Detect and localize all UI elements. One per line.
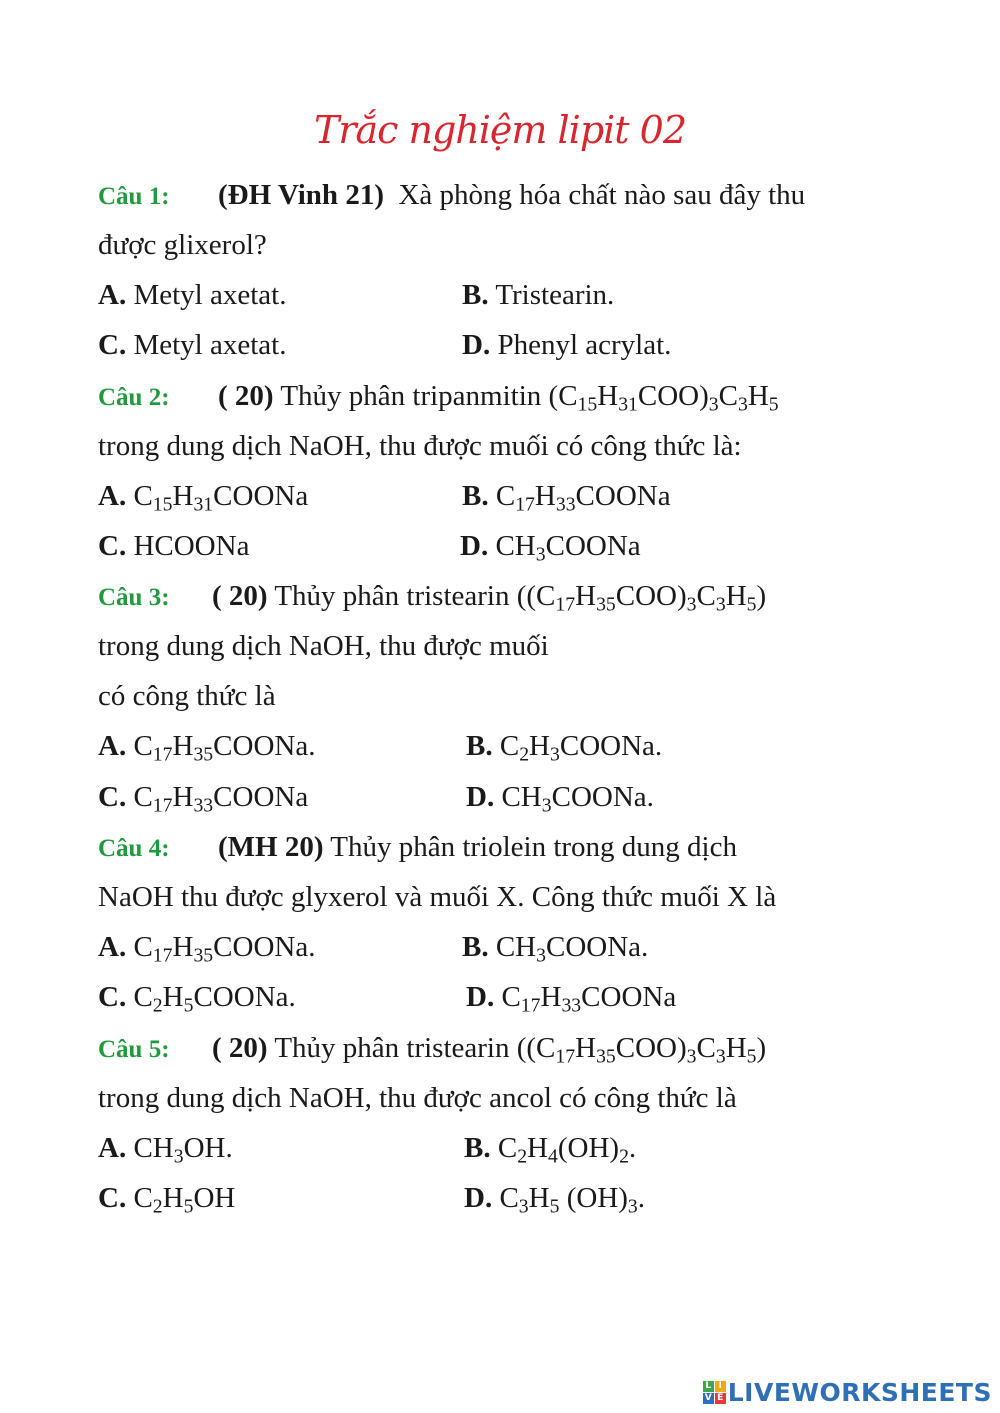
logo-text: LIVEWORKSHEETS — [727, 1377, 992, 1407]
liveworksheets-logo[interactable] — [703, 1376, 992, 1408]
question-source: ( 20) — [212, 580, 268, 612]
question-4 — [98, 829, 737, 867]
option-c[interactable]: C. $C_2H_5COONa$. — [98, 981, 296, 1017]
logo-icon: L I V E — [703, 1381, 726, 1404]
question-label: Câu 2: — [98, 384, 170, 411]
question-text: Thủy phân tristearin — [274, 580, 510, 612]
option-c[interactable]: C. $C_{17}H_{33}COONa$ — [98, 781, 309, 817]
option-b[interactable]: B. $C_{17}H_{33}COONa$ — [462, 480, 671, 516]
question-1 — [98, 177, 805, 215]
question-text: Thủy phân tripanmitin — [280, 380, 542, 412]
option-c[interactable]: C. Metyl axetat. — [98, 329, 287, 361]
question-3: Câu 3: ( 20) Thủy phân tristearin $((C_{17}H_{35}COO)_3C_3H_5)$ — [98, 580, 767, 616]
question-source: ( 20) — [218, 380, 274, 412]
option-c[interactable]: C. $C_2H_5OH$ — [98, 1182, 236, 1218]
question-text-cont: trong dung dịch NaOH, thu được muối — [98, 630, 549, 662]
question-text-cont: trong dung dịch NaOH, thu được muối có công thức là: — [98, 430, 742, 462]
question-source: (MH 20) — [218, 831, 324, 863]
question-text-cont: NaOH thu được glyxerol và muối X. Công thức muối X là — [98, 881, 777, 913]
question-label: Câu 5: — [98, 1036, 170, 1063]
question-source: ( 20) — [212, 1032, 268, 1064]
option-d[interactable]: D. $C_{17}H_{33}COONa$ — [466, 981, 677, 1017]
option-c[interactable]: C. HCOONa — [98, 530, 250, 562]
page-title: Trắc nghiệm lipit 02 — [313, 108, 687, 152]
question-2: Câu 2: ( 20) Thủy phân tripanmitin $(C_{15}H_{31}COO)_3C_3H_5$ — [98, 380, 779, 416]
option-b[interactable]: B. $C_2H_4(OH)_2$. — [464, 1132, 637, 1168]
question-label: Câu 3: — [98, 584, 170, 611]
question-label: Câu 4: — [98, 835, 170, 862]
option-b[interactable]: B. $CH_3COONa$. — [462, 931, 649, 967]
option-b[interactable]: B. $C_2H_3COONa$. — [466, 730, 663, 766]
question-text: Xà phòng hóa chất nào sau đây thu — [398, 179, 806, 211]
question-source: (ĐH Vinh 21) — [218, 179, 384, 211]
option-d[interactable]: D. $CH_3COONa$. — [466, 781, 654, 817]
question-5: Câu 5: ( 20) Thủy phân tristearin $((C_{17}H_{35}COO)_3C_3H_5)$ — [98, 1032, 767, 1068]
option-a[interactable]: A. $C_{17}H_{35}COONa$. — [98, 730, 316, 766]
question-text: Thủy phân triolein trong dung dịch — [330, 831, 737, 863]
question-text: Thủy phân tristearin — [274, 1032, 510, 1064]
option-a[interactable]: A. $C_{17}H_{35}COONa$. — [98, 931, 316, 967]
question-label: Câu 1: — [98, 183, 170, 210]
option-d[interactable]: D. $C_3H_5$ $(OH)_3$. — [464, 1182, 646, 1218]
option-d[interactable]: D. $CH_3COONa$ — [460, 530, 641, 566]
option-d[interactable]: D. Phenyl acrylat. — [462, 329, 672, 361]
question-text-cont: được glixerol? — [98, 229, 267, 261]
question-text-cont: có công thức là — [98, 680, 276, 712]
question-text-cont: trong dung dịch NaOH, thu được ancol có công thức là — [98, 1082, 737, 1114]
option-a[interactable]: A. $C_{15}H_{31}COONa$ — [98, 480, 309, 516]
option-a[interactable]: A. Metyl axetat. — [98, 279, 287, 311]
option-a[interactable]: A. $CH_3OH$. — [98, 1132, 233, 1168]
option-b[interactable]: B. Tristearin. — [462, 279, 615, 311]
